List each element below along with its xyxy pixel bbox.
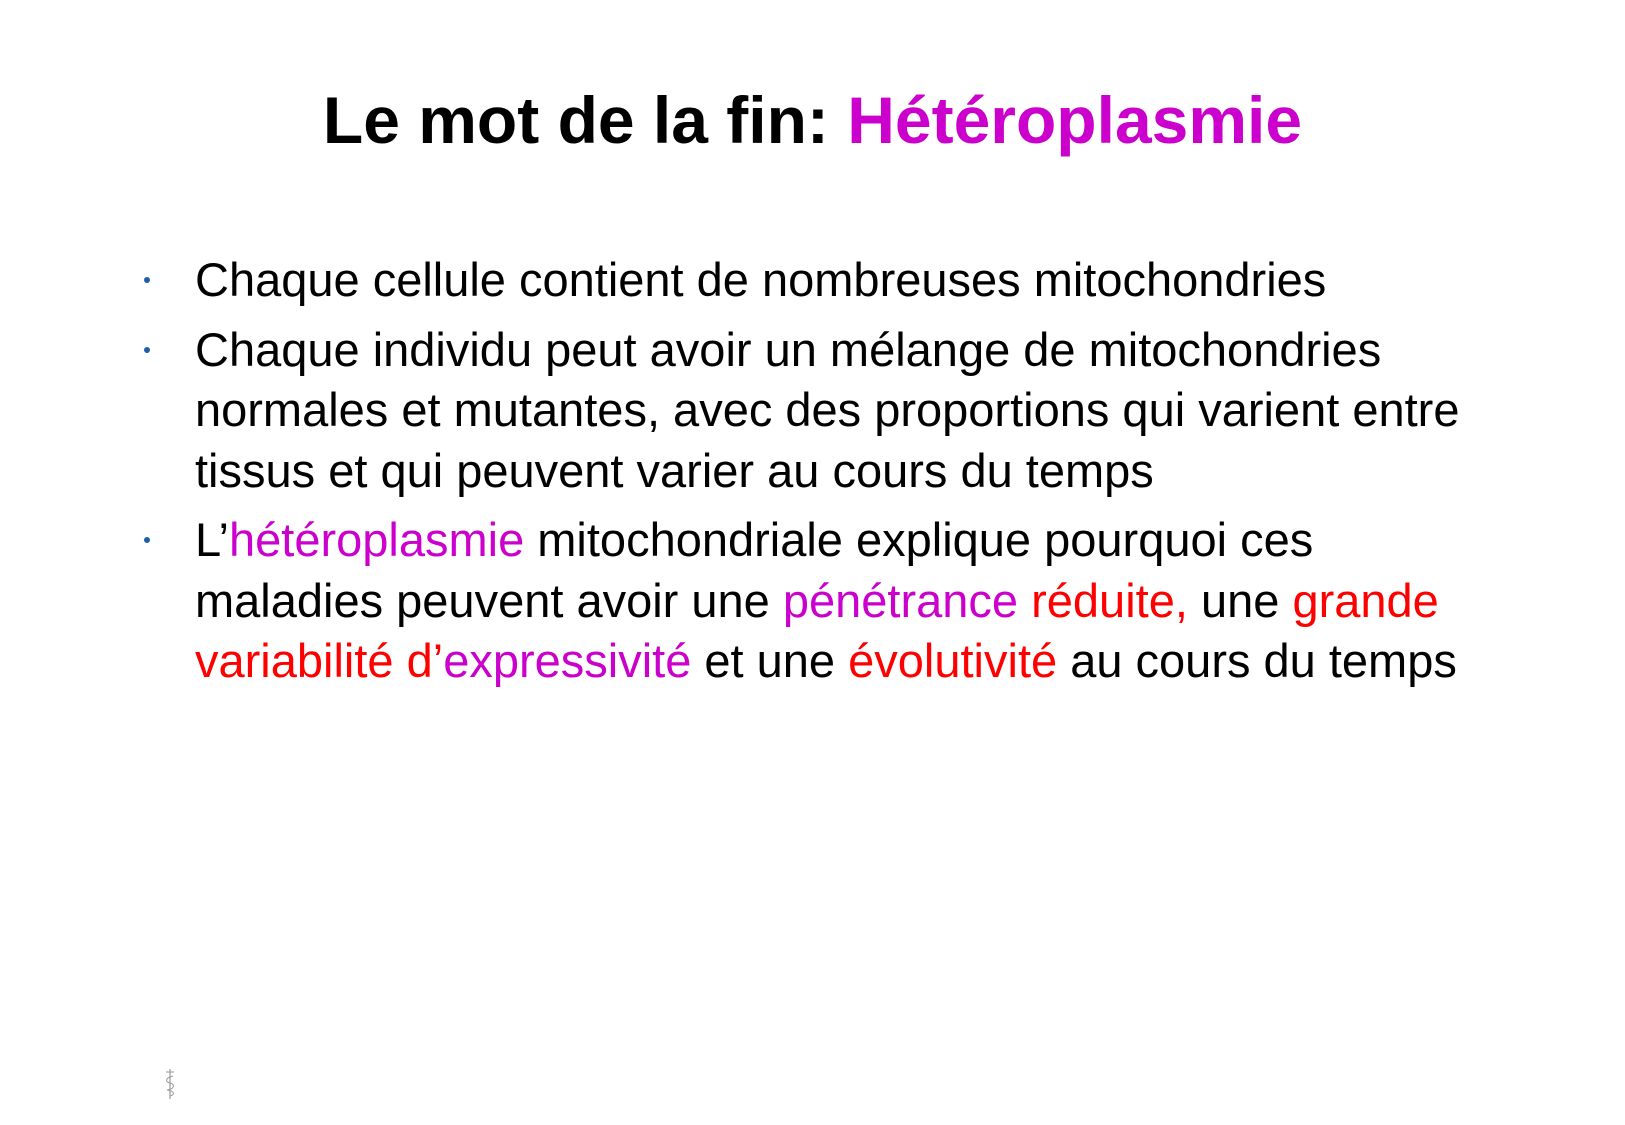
bullet-text-segment: évolutivité [848,634,1058,687]
bullet-text-segment: Chaque individu peut avoir un mélange de mitochondries normales et mutantes, avec des proportions qui varient entre tissus et qui peuvent varier au cours du temps [195,322,1473,497]
bullet-dot-icon [144,347,150,353]
bullet-text-segment: pénétrance [782,573,1019,627]
slide-title-highlight: Hétéroplasmie [847,83,1303,157]
bullet-dot-icon [144,277,150,283]
bullet-text-segment: mitochondriale explique pourquoi ces maladies peuvent avoir une [195,513,1327,627]
bullet-text-segment: une [1187,573,1293,627]
bullet-text-segment: d’ [393,634,444,687]
bullet-item [0,510,1495,692]
bullet-text-segment: au cours du temps [1057,634,1457,687]
slide-title-prefix: Le mot de la fin: [322,83,848,157]
bullet-text-segment: expressivité [443,634,692,687]
bullet-text-segment: grande variabilité [195,573,1452,687]
bullet-item [0,250,1495,311]
slide-title [0,80,1625,160]
caduceus-icon [163,1068,177,1100]
bullet-dot-icon [144,537,150,543]
bullet-text-segment: L’ [195,513,229,566]
bullet-text-segment: et une [691,634,849,687]
bullet-text-segment: réduite, [1018,573,1188,627]
bullet-text-segment: hétéroplasmie [229,513,525,566]
bullet-list [0,250,1625,701]
bullet-item [0,320,1495,502]
bullet-text-segment: Chaque cellule contient de nombreuses mitochondries [195,253,1327,306]
